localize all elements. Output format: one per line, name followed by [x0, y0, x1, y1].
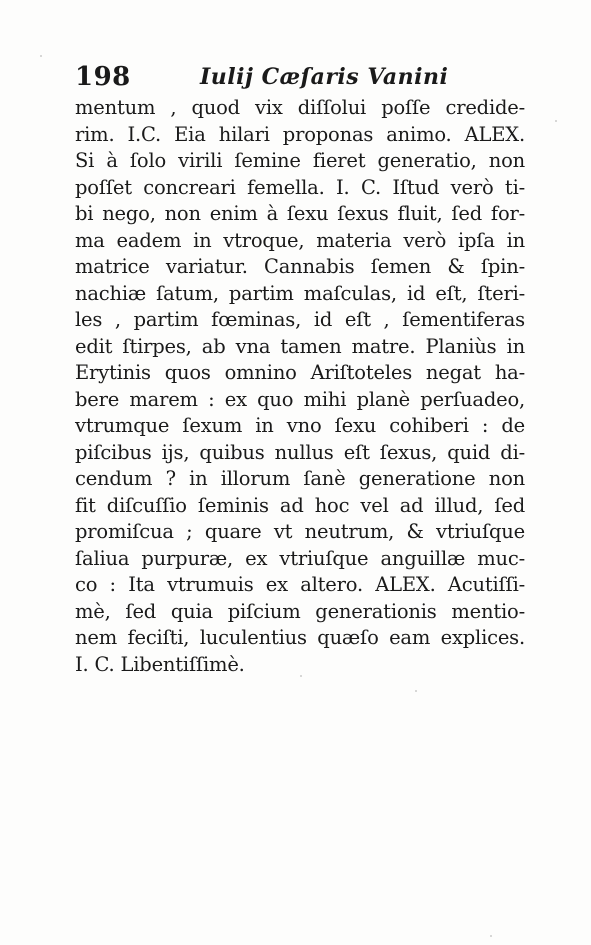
text-line: ma eadem in vtroque, materia verò ipſa in	[75, 228, 525, 252]
paper-speck	[490, 935, 492, 937]
text-line: bi nego, non enim à ſexu ſexus fluit, ſed for-	[75, 202, 525, 225]
text-line: les , partim fœminas, id eſt , ſementiferas	[75, 308, 525, 331]
text-line: mè, ſed quia piſcium generationis mentio-	[75, 599, 525, 623]
text-line: matrice variatur. Cannabis ſemen & ſpin-	[75, 255, 525, 278]
running-head: Iulij Cæſaris Vanini	[200, 64, 449, 90]
text-line: Si à ſolo virili ſemine fieret generatio, non	[75, 149, 525, 172]
paper-speck	[40, 55, 42, 57]
paper-speck	[415, 690, 417, 692]
paper-speck	[300, 675, 302, 677]
text-line: piſcibus ijs, quibus nullus eſt ſexus, quid di-	[75, 440, 525, 464]
text-line: vtrumque ſexum in vno ſexu cohiberi : de	[75, 414, 525, 437]
text-line: cendum ? in illorum ſanè generatione non	[75, 467, 525, 490]
text-line: nachiæ ſatum, partim maſculas, id eſt, ſteri-	[75, 281, 525, 305]
text-line: bere marem : ex quo mihi planè perſuadeo,	[75, 387, 525, 411]
text-line: fit diſcuſſio ſeminis ad hoc vel ad illud, ſed	[75, 493, 525, 517]
body-text	[75, 95, 525, 678]
text-line: co : Ita vtrumuis ex altero. ALEX. Acutiſſi-	[75, 573, 525, 596]
text-line: Erytinis quos omnino Ariſtoteles negat ha-	[75, 361, 525, 384]
text-line-last: I. C. Libentiſſimè.	[75, 652, 245, 676]
paper-speck	[555, 120, 557, 122]
text-line: edit ſtirpes, ab vna tamen matre. Planiùs in	[75, 334, 525, 358]
page-header	[75, 62, 520, 98]
text-line: promiſcua ; quare vt neutrum, & vtriuſque	[75, 520, 525, 543]
text-line: poſſet concreari femella. I. C. Iſtud verò ti-	[75, 175, 525, 199]
text-line: ſaliua purpuræ, ex vtriuſque anguillæ muc-	[75, 546, 525, 570]
text-line: mentum , quod vix diſſolui poſſe credide-	[75, 96, 525, 119]
text-line: rim. I.C. Eia hilari proponas animo. ALEX.	[75, 122, 525, 146]
text-line: nem feciſti, luculentius quæſo eam explices.	[75, 626, 525, 649]
page-number: 198	[75, 62, 131, 92]
